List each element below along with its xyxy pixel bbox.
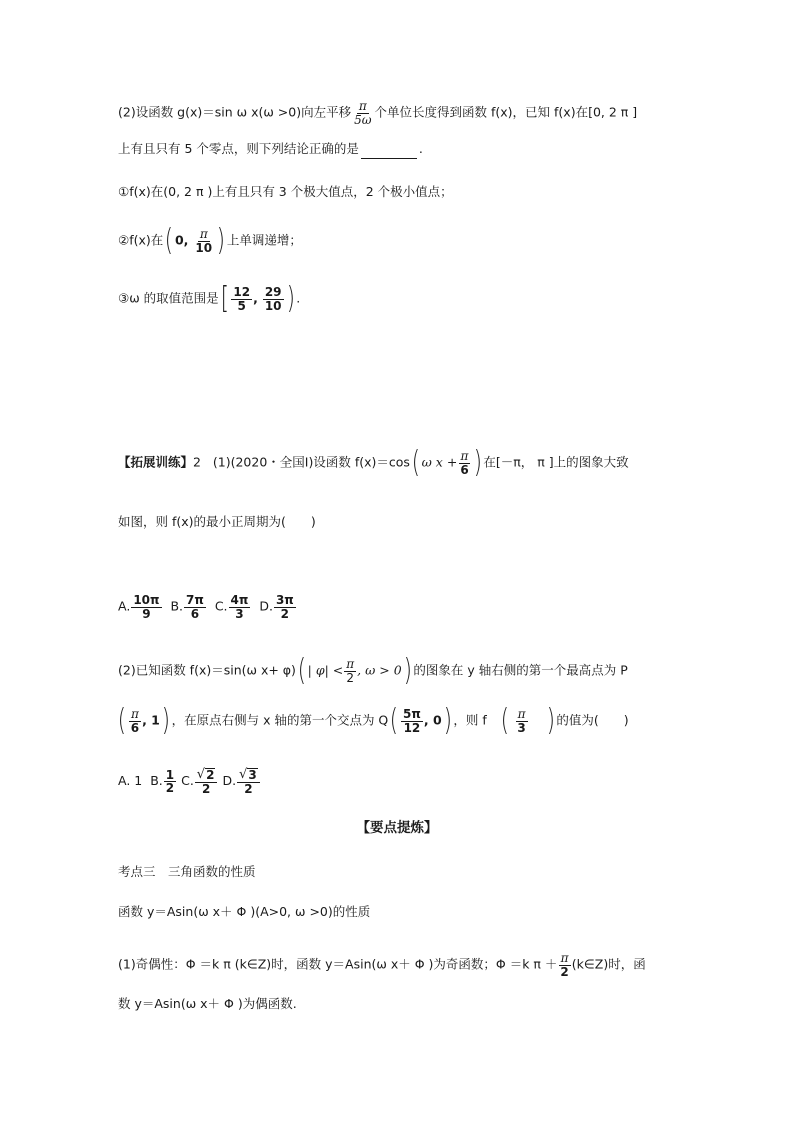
- ext-q2-line-1: (2)已知函数 f(x)＝sin(ω x+ φ)( | φ| < $\frac{\pi}{2}$ , ω > 0) 的图象在 y 轴右侧的第一个最高点为 P: [118, 653, 628, 688]
- choice-a: A.: [118, 598, 131, 614]
- section-title: 【要点提炼】: [356, 820, 438, 836]
- ext-q1-line-1: 【拓展训练】2 (1)(2020・全国Ⅰ)设函数 f(x)＝cos( ω x + $\frac{\pi}{6}$ ) 在[－π， π ]上的图象大致: [118, 445, 629, 480]
- choice-c: C.: [181, 773, 194, 789]
- topic-heading: 考点三 三角函数的性质: [118, 864, 256, 879]
- choice-d: D.: [259, 598, 273, 614]
- ext-label: 【拓展训练】: [118, 454, 194, 470]
- ext-q2-choices: A. 1 B. $\frac{1}{2}$ C. √ 2 2 D. √ 3 2: [118, 768, 261, 795]
- topic-intro: 函数 y＝Asin(ω x＋ Φ )(A>0, ω >0)的性质: [118, 904, 371, 919]
- q2-statement-3: ③ω 的取值范围是[ $\frac{12}{5}$ , $\frac{29}{10}$ ) .: [118, 281, 301, 316]
- ext-q1-choices: A. $\frac{10\pi}{9}$ B. $\frac{7\pi}{6}$ C. $\frac{4\pi}{3}$ D. $\frac{3\pi}{2}$: [118, 593, 294, 621]
- ext-q1-line-2: 如图，则 f(x)的最小正周期为( ): [118, 514, 316, 529]
- answer-blank: [361, 144, 417, 159]
- choice-d: D.: [222, 773, 237, 789]
- q2-line-2: 上有且只有 5 个零点，则下列结论正确的是 .: [118, 139, 423, 159]
- ext-q2-line-2: ( $\frac{\pi}{6}$ , 1) ，在原点右侧与 x 轴的第一个交点为 Q( $\frac{5\pi}{12}$ , 0) ，则 f ( $\frac{\pi}{3}$ ) 的值为( ): [117, 703, 629, 738]
- parity-line-2: 数 y＝Asin(ω x＋ Φ )为偶函数.: [118, 996, 297, 1011]
- q2-text-b: 个单位长度得到函数 f(x)，已知 f(x)在[0, 2 π ]: [374, 104, 638, 120]
- parity-line-1: (1)奇偶性：Φ ＝k π (k∈Z)时，函数 y＝Asin(ω x＋ Φ )为奇函数；Φ ＝k π ＋ $\frac{\pi}{2}$ (k∈Z)时，函: [118, 951, 646, 979]
- q2-statement-1: ①f(x)在(0, 2 π )上有且只有 3 个极大值点，2 个极小值点；: [118, 184, 453, 199]
- choice-c: C.: [214, 598, 228, 614]
- q2-text-a: (2)设函数 g(x)＝sin ω x(ω >0)向左平移: [118, 104, 352, 120]
- choice-b: B.: [170, 598, 184, 614]
- q2-statement-2: ②f(x)在( 0, $\frac{\pi}{10}$ ) 上单调递增；: [118, 223, 302, 258]
- choice-a: A. 1: [118, 773, 143, 789]
- choice-b: B.: [150, 773, 163, 789]
- q2-line-1: [118, 100, 637, 126]
- fraction-pi-5omega: $\frac{\pi}{5\omega}$: [354, 99, 372, 127]
